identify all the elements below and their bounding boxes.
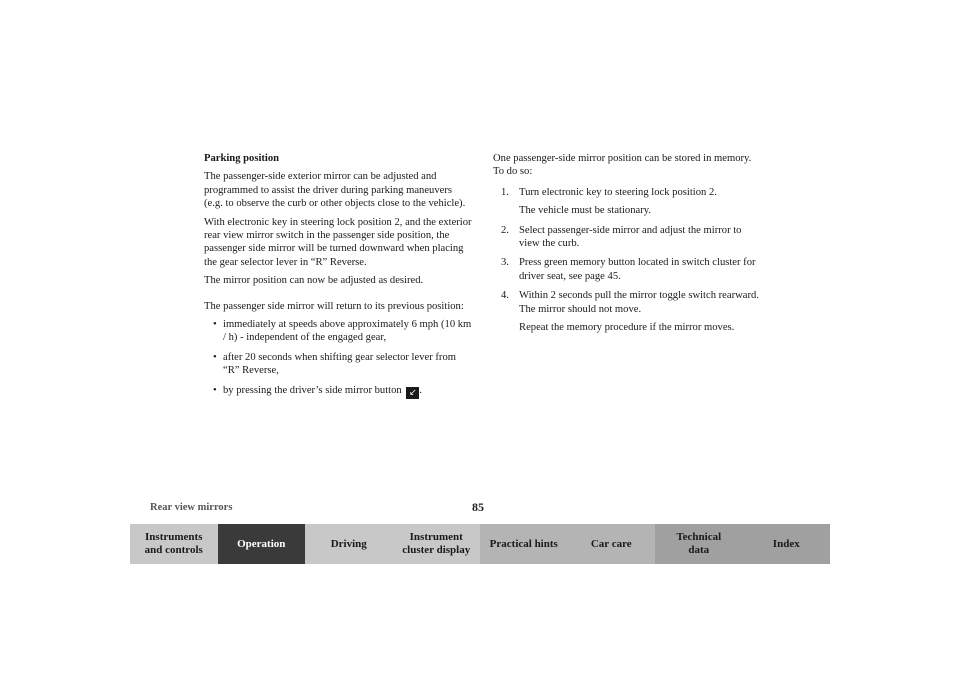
tab-label: Instruments and controls [144,531,203,556]
step-item [501,289,761,334]
tab-operation[interactable] [218,524,306,564]
right-column [493,152,761,340]
tab-driving[interactable] [305,524,393,564]
bullet-icon: • [213,351,217,363]
paragraph: The passenger side mirror will return to its previous position: [204,300,464,312]
page-number: 85 [472,500,484,514]
tab-label: Practical hints [489,537,558,550]
step-list [493,186,761,335]
step-text: Select passenger-side mirror and adjust the mirror to view the curb. [519,224,742,250]
tab-label: Operation [237,537,286,550]
left-column [204,152,472,405]
tab-instrument-cluster-display[interactable] [393,524,481,564]
step-note: The vehicle must be stationary. [519,205,651,217]
tab-label: Car care [590,537,632,550]
chapter-tab-bar [130,524,830,564]
step-number: 3. [501,257,509,269]
step-number: 1. [501,186,509,198]
tab-label: Driving [330,537,367,550]
paragraph: With electronic key in steering lock position 2, and the exterior rear view mirror switch in the passenger side position, the passenger side mirror will be turned downward when placing the gear selector lever in “R” Reverse. [204,216,472,268]
bullet-item [204,351,472,378]
intro-paragraph: One passenger-side mirror position can be stored in memory. To do so: [493,153,752,178]
tab-technical-data[interactable] [655,524,743,564]
step-number: 4. [501,290,509,302]
bullet-text: by pressing the driver’s side mirror button [223,384,402,396]
bullet-text: after 20 seconds when shifting gear selector lever from “R” Reverse, [223,351,456,377]
tab-practical-hints[interactable] [480,524,568,564]
section-heading: Parking position [204,153,280,164]
bullet-icon: • [213,319,217,331]
step-number: 2. [501,224,509,236]
tab-label: Technical data [676,531,722,556]
footer-section-title: Rear view mirrors [150,502,233,513]
tab-instruments-and-controls[interactable] [130,524,218,564]
paragraph: The mirror position can now be adjusted as desired. [204,275,424,287]
step-text: Press green memory button located in switch cluster for driver seat, see page 45. [519,257,756,282]
tab-label: Index [772,537,800,550]
bullet-item [204,318,472,345]
step-item [501,186,761,218]
mirror-button-icon: ↙ [406,387,419,399]
bullet-list [204,318,472,399]
step-text: Turn electronic key to steering lock position 2. [519,186,717,198]
bullet-text: immediately at speeds above approximately 6 mph (10 km / h) - independent of the engaged gear, [223,319,472,344]
step-item [501,256,761,283]
bullet-icon: • [213,384,217,396]
bullet-item [204,384,472,399]
paragraph: The passenger-side exterior mirror can be adjusted and programmed to assist the driver during parking maneuvers (e.g. to observe the curb or other objects close to the vehicle). [204,171,466,210]
period: . [419,384,423,396]
step-text: Within 2 seconds pull the mirror toggle switch rearward. The mirror should not move. [519,290,759,315]
step-item [501,224,761,251]
step-note: Repeat the memory procedure if the mirror moves. [519,322,735,334]
tab-car-care[interactable] [568,524,656,564]
tab-label: Instrument cluster display [402,531,471,556]
tab-index[interactable] [743,524,831,564]
